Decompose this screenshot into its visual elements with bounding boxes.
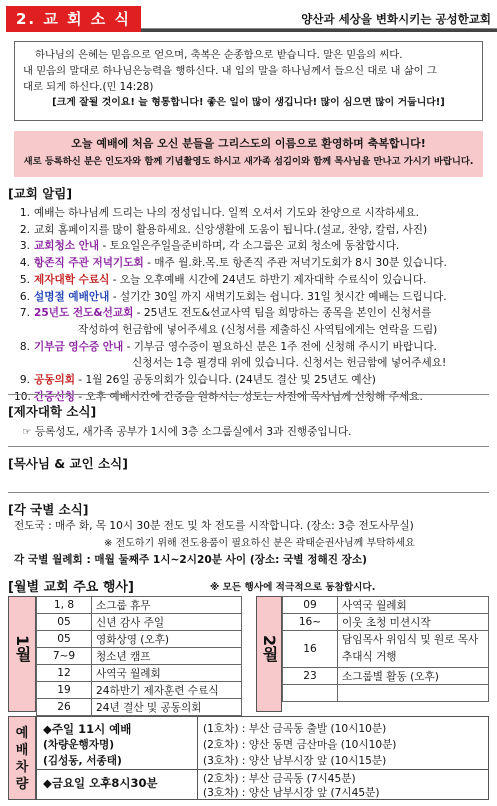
bus-schedule (36, 716, 489, 800)
item-head: 항존직 주관 저녁기도회 (34, 257, 144, 270)
event-name: 청소년 캠프 (92, 648, 242, 665)
item-text: - 오늘 오후예배 시간에 24년도 하반기 제자대학 수료식이 있습니다. (109, 273, 427, 286)
table-row (37, 699, 242, 716)
event-name: 사역국 월례회 (92, 665, 242, 682)
item-head: 25년도 전도&선교회 (34, 307, 134, 320)
event-name: 담임목사 위임식 및 원로 목사 추대식 거행 (338, 631, 489, 668)
bus-label-text: 예배차량 (15, 726, 29, 792)
list-item (14, 339, 489, 356)
friday-title: ◆금요일 오후8시30분 (43, 776, 158, 790)
event-name: 사역국 월례회 (338, 597, 489, 614)
item-head: 교회청소 안내 (34, 240, 100, 253)
item-number: 7. (19, 307, 30, 320)
feb-schedule-table (282, 596, 489, 702)
item-number: 5. (19, 273, 30, 286)
event-name: 24년 결산 및 공동의회 (92, 699, 242, 716)
item-number: 1. (19, 207, 30, 219)
item-number: 4. (19, 257, 30, 270)
schedule-note: ※ 모든 행사에 적극적으로 동참합시다. (210, 582, 376, 593)
divider (8, 394, 489, 395)
event-date: 12 (37, 665, 92, 682)
event-name: 24하반기 제자훈련 수료식 (92, 682, 242, 699)
item-text: - 토요일은주일을준비하며, 각 소그룹은 교회 청소에 동참합시다. (99, 240, 400, 253)
mission-title: [각 국별 소식] (8, 502, 89, 517)
list-item (14, 255, 489, 272)
item-text: - 25년도 전도&선교사역 팀을 희망하는 종목을 본인이 신청서를 (133, 307, 432, 320)
sunday-title: ◆주일 11시 예배 (43, 722, 132, 736)
item-text: 교회 홈페이지를 많이 활용하세요. 신앙생활에 도움이 됩니다.(설교, 찬양, 칼럼, 사진) (34, 223, 428, 236)
sunday-route: (1호차) : 부산 금곡동 출발 (10시10분) (203, 723, 387, 735)
item-number: 3. (19, 240, 30, 253)
event-date: 05 (37, 614, 92, 631)
jan-schedule-table (36, 596, 242, 716)
event-date: 1, 8 (37, 597, 92, 614)
verse-line-1: 하나님의 은혜는 믿음으로 얻으며, 축복은 순종함으로 받습니다. 말은 믿음의 씨다. (35, 49, 403, 61)
item-text: 예배는 하나님께 드리는 나의 정성입니다. 일찍 오셔서 기도와 찬양으로 시작하세요. (34, 207, 419, 219)
disciple-text: ☞ 등록성도, 새가족 공부가 1시에 3층 소그룹실에서 3과 진행중입니다. (22, 426, 352, 438)
table-row (283, 685, 489, 702)
event-name: 신년 감사 주일 (92, 614, 242, 631)
table-row (37, 614, 242, 631)
pastor-title: [목사님 & 교인 소식] (8, 456, 128, 471)
sunday-sub-1: (차량운행자명) (43, 739, 115, 751)
item-number: 6. (19, 290, 30, 303)
section-title: 2. 교 회 소 식 (6, 6, 141, 32)
event-name: 이웃 초청 미션시작 (338, 614, 489, 631)
table-row (283, 631, 489, 668)
divider (8, 492, 489, 493)
table-row (283, 597, 489, 614)
bus-divider (37, 769, 488, 770)
event-date: 16~ (283, 614, 338, 631)
list-item (14, 272, 489, 289)
welcome-box (14, 131, 483, 177)
verse-box (14, 41, 483, 121)
table-row (37, 682, 242, 699)
list-item (14, 238, 489, 255)
item-head: 설명절 예배안내 (34, 290, 110, 303)
month-label-text: 1월 (13, 635, 32, 663)
table-row (37, 631, 242, 648)
church-slogan: 양산과 세상을 변화시키는 공성한교회 (301, 12, 491, 26)
sunday-sub-2: (김성동, 서종태) (43, 755, 122, 767)
event-date: 16 (283, 631, 338, 668)
disciple-title: [제자대학 소식] (8, 404, 97, 419)
event-name: 영화상영 (오후) (92, 631, 242, 648)
list-item-continuation: 작성하여 헌금함에 넣어주세요 (신청서를 제출하신 사역팀에게는 연락을 드림) (78, 323, 438, 336)
item-number: 9. (19, 374, 30, 387)
table-row (283, 668, 489, 685)
event-date: 23 (283, 668, 338, 685)
announcements-title: [교회 알림] (8, 186, 73, 201)
item-number: 8. (19, 340, 30, 353)
item-head: 기부금 영수증 안내 (34, 340, 124, 353)
list-item-continuation: 신청서는 1층 필경대 위에 있습니다. 신청서는 헌금함에 넣어주세요! (132, 357, 447, 370)
list-item (14, 205, 489, 222)
sunday-route: (3호차) : 양산 남부시장 앞 (10시15분) (203, 755, 387, 767)
welcome-line-2: 새로 등록하신 분은 인도자와 함께 기념촬영도 하시고 새가족 섬김이와 함께 목사님을 만나고 가시기 바랍니다. (23, 156, 474, 167)
table-row (37, 665, 242, 682)
event-date: 09 (283, 597, 338, 614)
mission-line-1: 전도국 : 매주 화, 목 10시 30분 전도 및 차 전도를 시작합니다. (장소: 3층 전도사무실) (14, 520, 414, 532)
verse-line-2: 내 믿음의 말대로 하나님은능력을 행하신다. 내 입의 말을 하나님께서 들으신 대로 내 삶이 그 (23, 65, 437, 77)
list-item (14, 222, 489, 239)
divider (8, 446, 489, 447)
item-number: 10. (14, 390, 31, 403)
event-name: 소그룹별 활동 (오후) (338, 668, 489, 685)
mission-line-3: 각 국별 월례회 : 매월 둘째주 1시~2시20분 사이 (장소: 국별 정해진 장소) (14, 554, 367, 566)
list-item (14, 289, 489, 306)
friday-route: (3호차) : 양산 남부시장 앞 (7시45분) (203, 787, 380, 799)
event-date: 19 (37, 682, 92, 699)
list-item (14, 372, 489, 389)
event-date: 7~9 (37, 648, 92, 665)
event-date: 05 (37, 631, 92, 648)
mission-line-2: ※ 전도하기 위해 전도용품이 필요하신 분은 곽태순권사님께 부탁하세요 (104, 538, 415, 549)
item-text: - 매주 월.화.목.토 항존직 주관 저녁기도회가 8시 30분 있습니다. (143, 257, 447, 270)
item-head: 공동의회 (34, 374, 75, 387)
list-item (14, 305, 489, 322)
item-head: 제자대학 수료식 (34, 273, 110, 286)
table-row (37, 648, 242, 665)
section-banner (6, 6, 491, 32)
month-label-feb (256, 596, 282, 712)
bus-label (8, 716, 36, 800)
sunday-route: (2호차) : 양산 동면 금산마을 (10시10분) (203, 739, 397, 751)
bus-column-divider (197, 717, 198, 799)
schedule-title: [월별 교회 주요 행사] (8, 580, 134, 595)
item-text: - 1월 26일 공동의회가 있습니다. (24년도 결산 및 25년도 예산) (74, 374, 376, 387)
event-name: 소그룹 휴무 (92, 597, 242, 614)
verse-highlight: [크게 잘될 것이요! 늘 형통합니다! 좋은 일이 많이 생깁니다! 많이 심으면 많이 거둡니다!] (52, 97, 445, 108)
item-number: 2. (19, 223, 30, 236)
friday-route: (2호차) : 부산 금곡동 (7시45분) (203, 773, 356, 785)
item-text: - 오후 예배시간에 간증을 원하시는 성도는 사전에 목사님께 신청해 주세요. (74, 390, 423, 403)
announcements-list (14, 205, 489, 405)
welcome-line-1: 오늘 예배에 처음 오신 분들을 그리스도의 이름으로 환영하며 축복합니다! (71, 137, 426, 150)
item-head: 간증신청 (34, 390, 75, 403)
table-row (37, 597, 242, 614)
month-label-jan (8, 596, 36, 712)
month-label-text: 2월 (260, 635, 279, 663)
table-row (283, 614, 489, 631)
item-text: - 기부금 영수증이 필요하신 분은 1주 전에 신청해 주시기 바랍니다. (123, 340, 437, 353)
item-text: - 설기간 30일 까지 새벽기도회는 쉽니다. 31일 첫시간 예배는 드립니다. (109, 290, 447, 303)
verse-line-3: 대로 되게 하신다.(민 14:28) (23, 81, 154, 93)
event-date: 26 (37, 699, 92, 716)
